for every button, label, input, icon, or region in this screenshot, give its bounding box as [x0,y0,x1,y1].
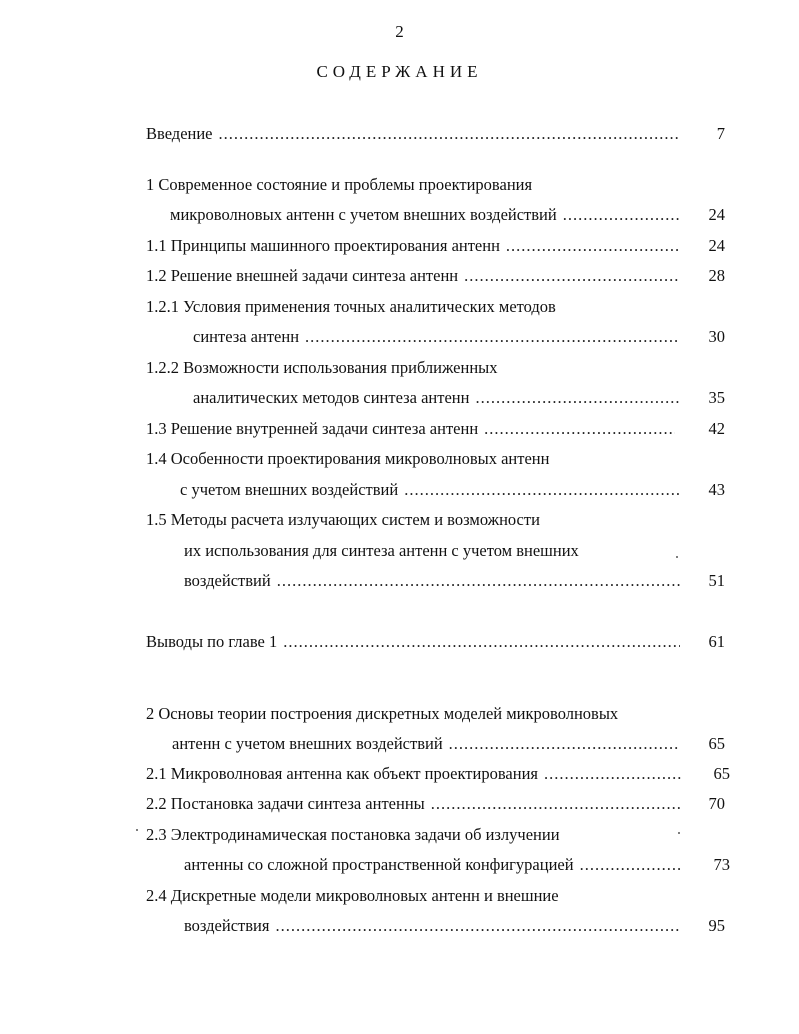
toc-page-number: 43 [708,480,725,499]
leader-dots [431,792,680,816]
toc-entry-label: 1.3 Решение внутренней задачи синтеза антенн [146,419,479,438]
leader-dots [305,325,680,349]
toc-entry-2-4 [184,914,686,938]
toc-page-number: 24 [708,205,725,224]
toc-entry-label: антенн с учетом внешних воздействий [172,734,443,753]
toc-entry-label: синтеза антенн [193,327,300,346]
toc-entry-label: Выводы по главе 1 [146,632,278,651]
toc-entry-1-5 [184,569,686,593]
leader-dots [277,569,680,593]
toc-entry-2-1 [146,762,689,786]
toc-page-number: 65 [708,734,725,753]
toc-entry-label: с учетом внешних воздействий [180,480,399,499]
toc-page-number: 51 [708,571,725,590]
toc-page-number: 65 [713,764,730,783]
toc-entry-intro [146,122,686,146]
toc-entry-ch1 [170,203,686,227]
toc-entry-label: Введение [146,124,213,143]
toc-entry-label: 1.2 Решение внешней задачи синтеза антенн [146,266,459,285]
toc-page-number: 35 [708,388,725,407]
toc-entry-line: 1.4 Особенности проектирования микроволновых антенн [146,449,550,468]
scan-speck [676,556,678,558]
toc-entry-1-2 [146,264,686,288]
toc-entry-1-2-2 [193,386,686,410]
page-title: СОДЕРЖАНИЕ [316,62,483,81]
leader-dots [580,853,683,877]
page-number: 2 [395,22,404,41]
leader-dots [275,914,680,938]
toc-entry-line: 2.3 Электродинамическая постановка задачи об излучении [146,825,560,844]
toc-page-number: 73 [713,855,730,874]
toc-entry-1-4 [180,478,686,502]
leader-dots [404,478,680,502]
toc-entry-conclusions-1 [146,630,686,654]
toc-entry-label: воздействий [184,571,271,590]
toc-entry-label: воздействия [184,916,270,935]
toc-entry-1-3 [146,417,681,441]
leader-dots [283,630,680,654]
leader-dots [449,732,680,756]
toc-page-number: 28 [708,266,725,285]
toc-entry-label: 2.2 Постановка задачи синтеза антенны [146,794,425,813]
toc-page-number: 42 [708,419,725,438]
toc-page-number: 61 [708,632,725,651]
toc-entry-label: 2.1 Микроволновая антенна как объект проектирования [146,764,538,783]
toc-entry-line: 1.5 Методы расчета излучающих систем и возможности [146,510,540,529]
toc-entry-label: 1.1 Принципы машинного проектирования антенн [146,236,500,255]
toc-entry-label: аналитических методов синтеза антенн [193,388,470,407]
toc-entry-1-2-1 [193,325,686,349]
scan-speck [136,829,138,831]
toc-page-number: 70 [708,794,725,813]
toc-entry-2-2 [146,792,686,816]
toc-entry-2-3 [184,853,689,877]
toc-entry-line: их использования для синтеза антенн с учетом внешних [184,541,579,560]
toc-page-number: 95 [708,916,725,935]
toc-entry-label: антенны со сложной пространственной конфигурацией [184,855,574,874]
leader-dots [506,234,680,258]
toc-page-number: 30 [708,327,725,346]
toc-page-number: 24 [708,236,725,255]
toc-chapter-title: 1 Современное состояние и проблемы проектирования [146,175,533,194]
toc-entry-line: 2.4 Дискретные модели микроволновых антенн и внешние [146,886,559,905]
leader-dots [563,203,680,227]
leader-dots [219,122,680,146]
toc-entry-line: 1.2.1 Условия применения точных аналитических методов [146,297,556,316]
scan-speck [678,832,680,834]
toc-entry-label: микроволновых антенн с учетом внешних воздействий [170,205,557,224]
leader-dots [484,417,675,441]
leader-dots [475,386,680,410]
toc-entry-ch2 [172,732,686,756]
toc-entry-1-1 [146,234,686,258]
toc-page-number: 7 [716,124,725,143]
leader-dots [464,264,680,288]
toc-entry-line: 1.2.2 Возможности использования приближенных [146,358,498,377]
leader-dots [544,762,683,786]
toc-chapter-title: 2 Основы теории построения дискретных моделей микроволновых [146,704,619,723]
